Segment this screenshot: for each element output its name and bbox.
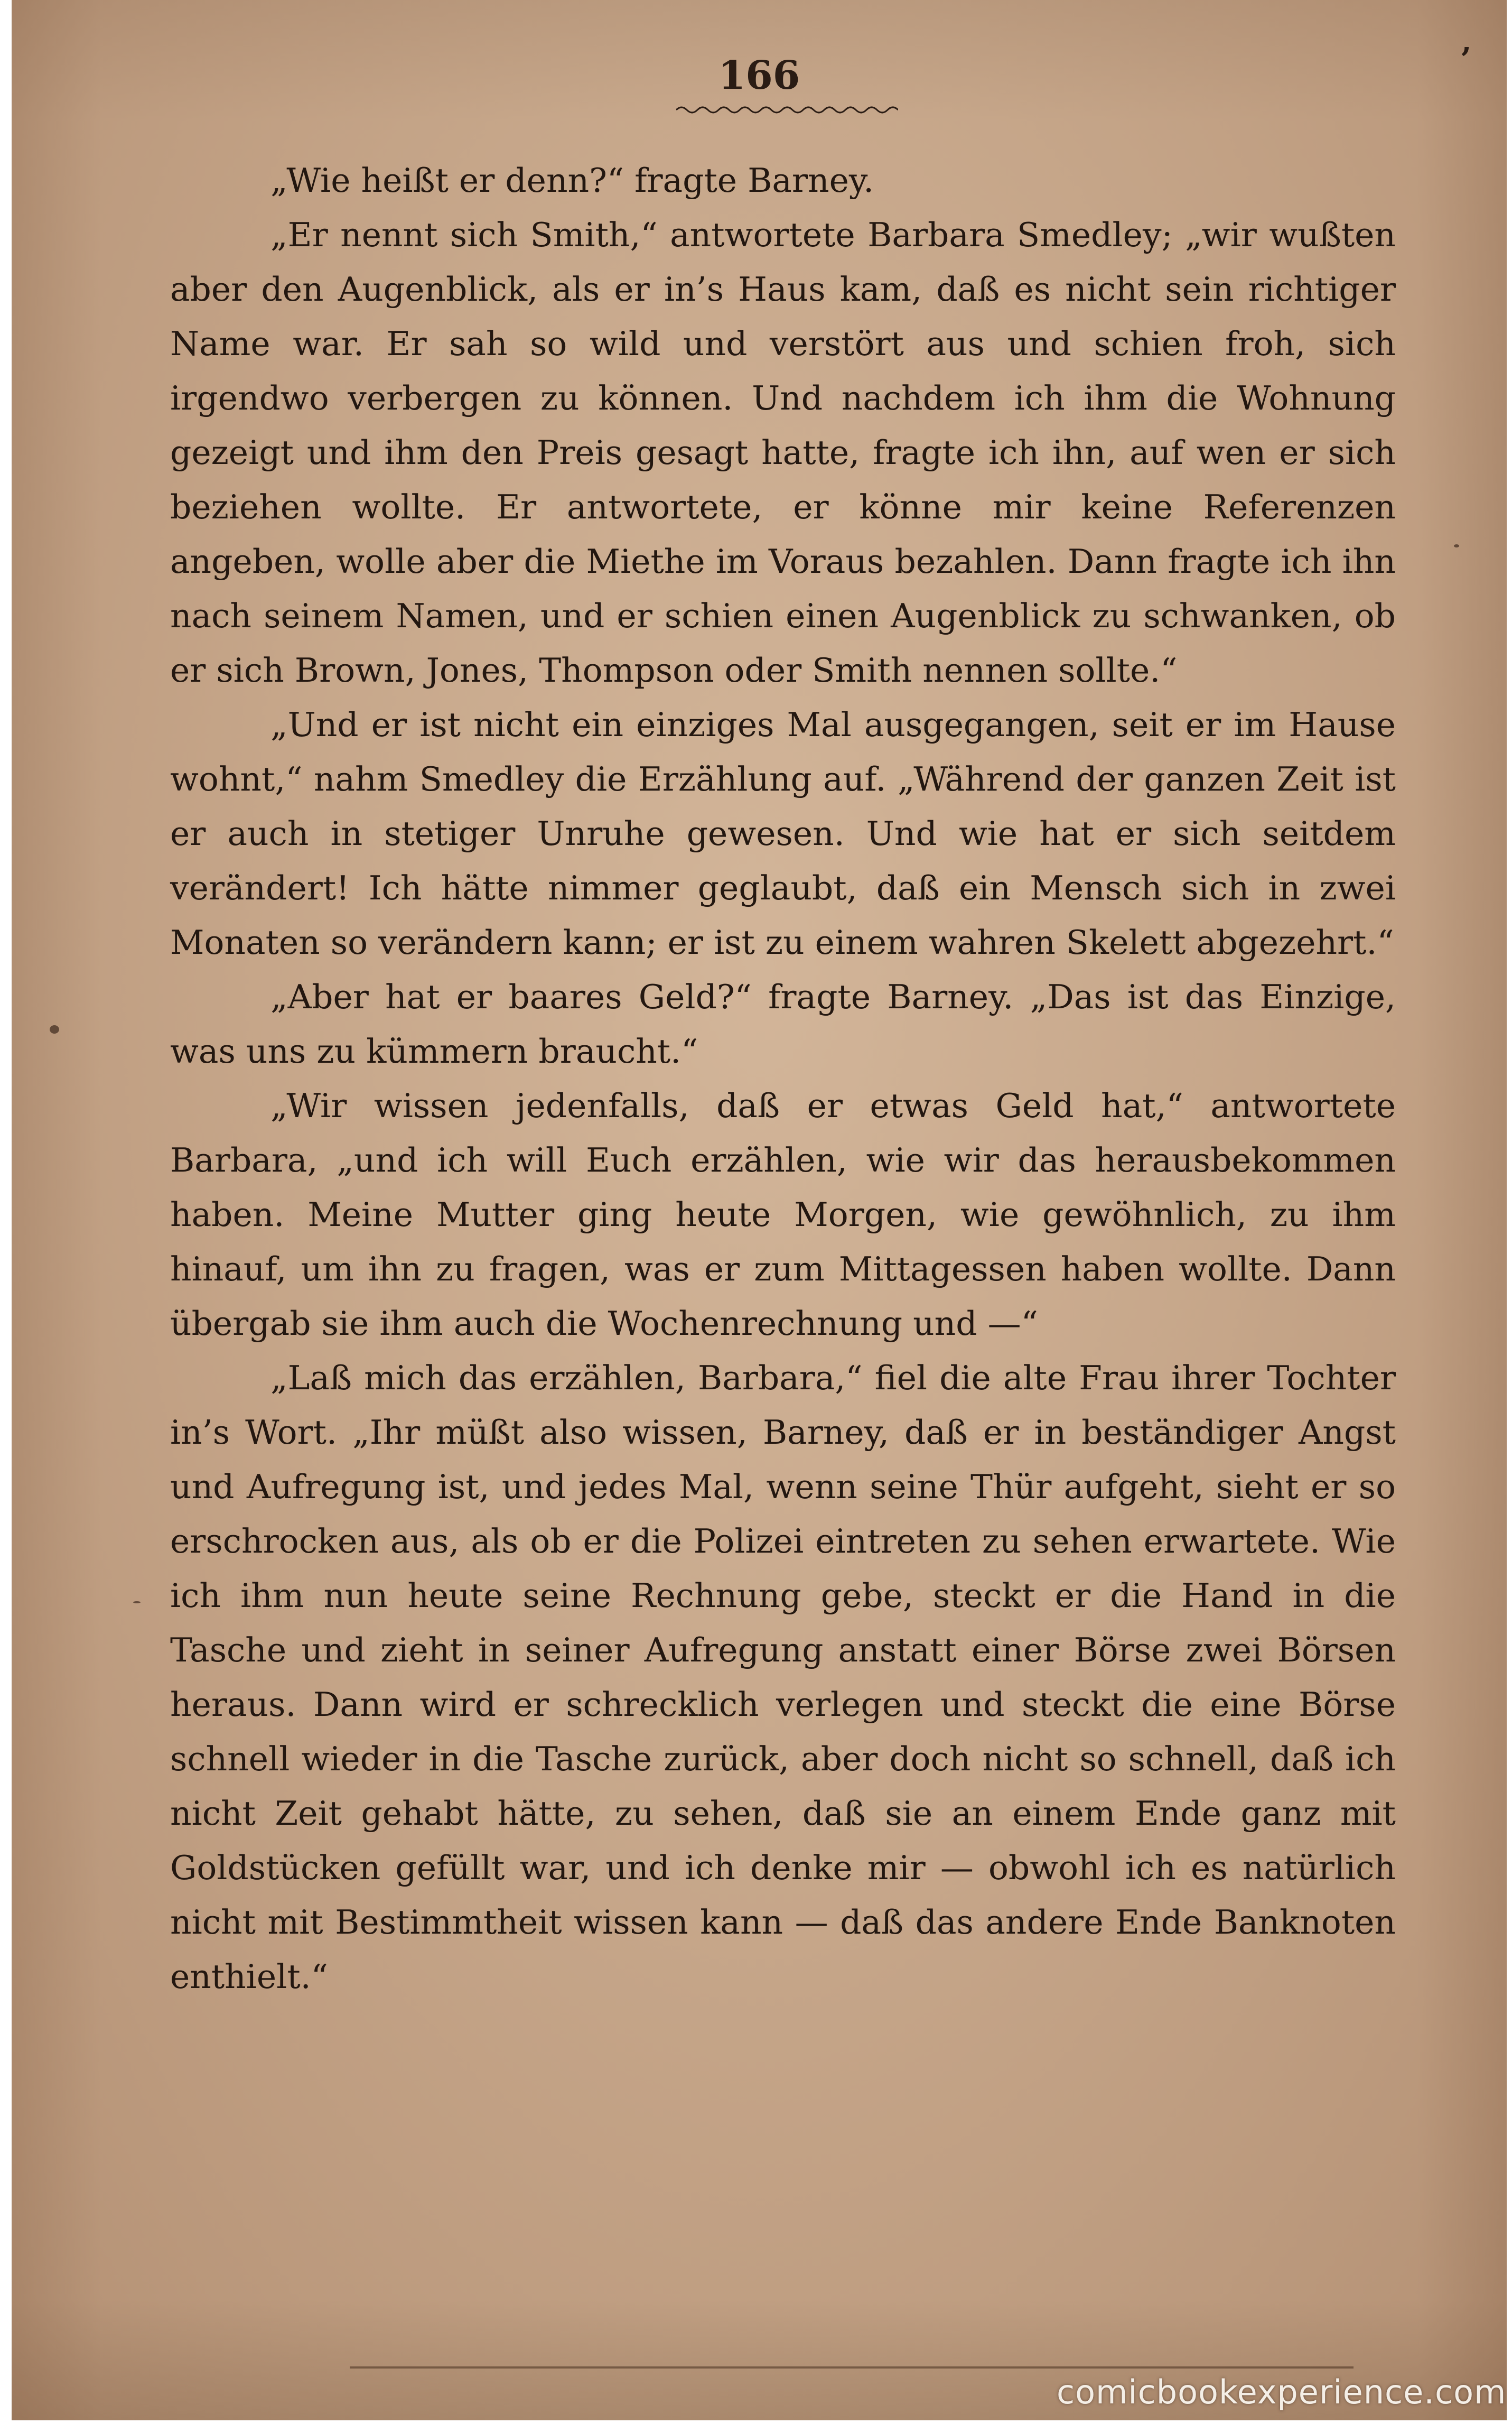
page-number: 166 xyxy=(718,53,800,98)
paragraph-5: „Wir wissen jedenfalls, daß er etwas Geld hat,“ antwortete Barbara, „und ich will Euch erzählen, wie wir das herausbekommen haben. Meine Mutter ging heute Morgen, wie gewöhnlich, zu ihm hinauf, um ihn zu fragen, was er zum Mittagessen haben wollte. Dann übergab sie ihm auch die Wochenrechnung und —“ xyxy=(170,1087,1396,1343)
corner-mark-icon: ’ xyxy=(1460,41,1471,78)
bottom-smudge-line xyxy=(350,2366,1354,2369)
ink-speck xyxy=(50,1025,59,1034)
watermark-text: comicbookexperience.com xyxy=(1057,2373,1507,2411)
ink-speck xyxy=(133,1601,141,1603)
paragraph-2: „Er nennt sich Smith,“ antwortete Barbara Smedley; „wir wußten aber den Augenblick, als er in’s Haus kam, daß es nicht sein richtiger Name war. Er sah so wild und verstört aus und schien froh, sich irgendwo verbergen zu können. Und nachdem ich ihm die Wohnung gezeigt und ihm den Preis gesagt hatte, fragte ich ihn, auf wen er sich beziehen wollte. Er antwortete, er könne mir keine Referenzen angeben, wolle aber die Miethe im Voraus bezahlen. Dann fragte ich ihn nach seinem Namen, und er schien einen Augenblick zu schwanken, ob er sich Brown, Jones, Thompson oder Smith nennen sollte.“ xyxy=(170,216,1396,690)
body-text xyxy=(170,153,1396,2004)
book-page xyxy=(12,0,1507,2420)
paragraph-1: „Wie heißt er denn?“ fragte Barney. xyxy=(270,161,874,200)
ornament-wavy-rule xyxy=(676,104,898,114)
paragraph-6: „Laß mich das erzählen, Barbara,“ fiel die alte Frau ihrer Tochter in’s Wort. „Ihr müßt also wissen, Barney, daß er in beständiger Angst und Aufregung ist, und jedes Mal, wenn seine Thür aufgeht, sieht er so erschrocken aus, als ob er die Polizei eintreten zu sehen erwartete. Wie ich ihm nun heute seine Rechnung gebe, steckt er die Hand in die Tasche und zieht in seiner Aufregung anstatt einer Börse zwei Börsen heraus. Dann wird er schrecklich verlegen und steckt die eine Börse schnell wieder in die Tasche zurück, aber doch nicht so schnell, daß ich nicht Zeit gehabt hätte, zu sehen, daß sie an einem Ende ganz mit Goldstücken gefüllt war, und ich denke mir — obwohl ich es natürlich nicht mit Bestimmtheit wissen kann — daß das andere Ende Banknoten enthielt.“ xyxy=(170,1359,1396,1996)
ink-speck xyxy=(1454,544,1459,547)
paragraph-3: „Und er ist nicht ein einziges Mal ausgegangen, seit er im Hause wohnt,“ nahm Smedley die Erzählung auf. „Während der ganzen Zeit ist er auch in stetiger Unruhe gewesen. Und wie hat er sich seitdem verändert! Ich hätte nimmer geglaubt, daß ein Mensch sich in zwei Monaten so verändern kann; er ist zu einem wahren Skelett abgezehrt.“ xyxy=(170,705,1396,962)
paragraph-4: „Aber hat er baares Geld?“ fragte Barney. „Das ist das Einzige, was uns zu kümmern braucht.“ xyxy=(170,978,1396,1071)
